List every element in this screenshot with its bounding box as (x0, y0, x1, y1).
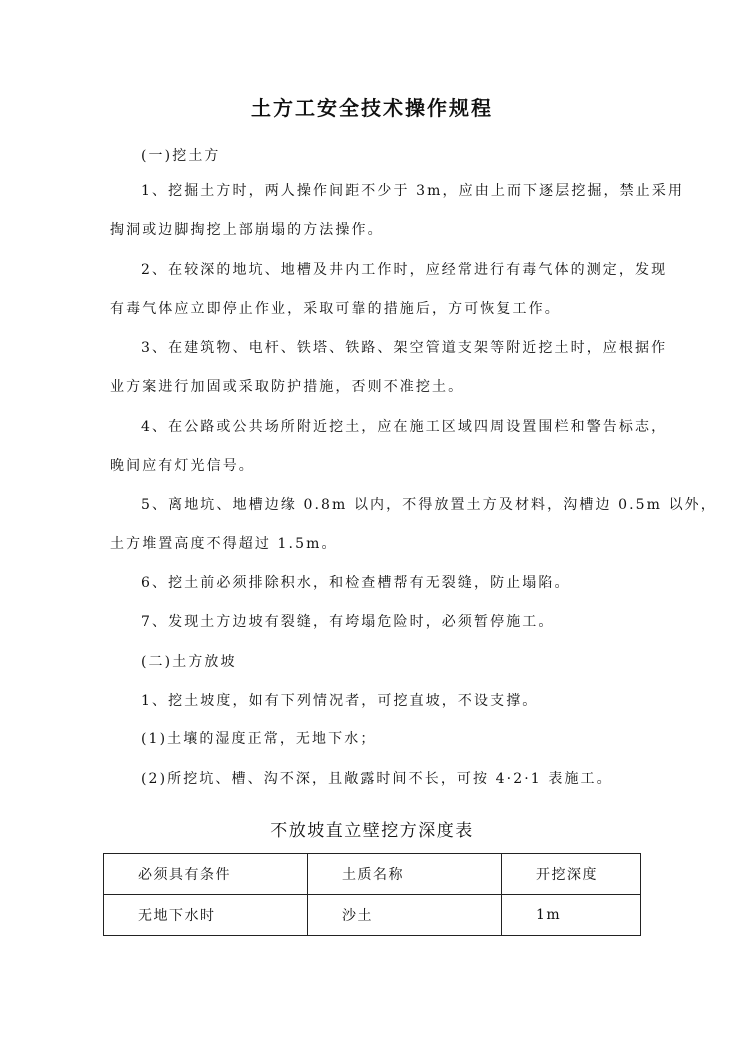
section-heading-2: (二)土方放坡 (141, 654, 237, 670)
paragraph-line: 土方堆置高度不得超过 1.5m。 (110, 536, 338, 552)
table-header-cell: 开挖深度 (502, 854, 641, 895)
table-cell: 沙土 (308, 895, 502, 936)
paragraph-line: 7、发现土方边坡有裂缝，有垮塌危险时，必须暂停施工。 (141, 614, 555, 630)
paragraph-line: 晚间应有灯光信号。 (110, 458, 255, 474)
paragraph-line: (1)土壤的湿度正常，无地下水； (141, 731, 377, 747)
table-row (104, 895, 641, 936)
paragraph-line: 4、在公路或公共场所附近挖土，应在施工区域四周设置围栏和警告标志， (141, 419, 668, 435)
table-header-cell: 必须具有条件 (104, 854, 308, 895)
excavation-depth-table (103, 853, 641, 936)
paragraph-line: 3、在建筑物、电杆、铁塔、铁路、架空管道支架等附近挖土时，应根据作 (141, 340, 668, 356)
paragraph-line: 5、离地坑、地槽边缘 0.8m 以内，不得放置土方及材料，沟槽边 0.5m 以外， (141, 497, 717, 513)
paragraph-line: 掏洞或边脚掏挖上部崩塌的方法操作。 (110, 222, 384, 238)
table-header-cell: 土质名称 (308, 854, 502, 895)
paragraph-line: 1、挖掘土方时，两人操作间距不少于 3m，应由上而下逐层挖掘，禁止采用 (141, 183, 685, 199)
table-header-row (104, 854, 641, 895)
table-title: 不放坡直立壁挖方深度表 (270, 821, 474, 841)
paragraph-line: 业方案进行加固或采取防护措施，否则不准挖土。 (110, 379, 465, 395)
paragraph-line: 6、挖土前必须排除积水，和检查槽帮有无裂缝，防止塌陷。 (141, 575, 571, 591)
paragraph-line: (2)所挖坑、槽、沟不深，且敞露时间不长，可按 4·2·1 表施工。 (141, 771, 613, 787)
paragraph-line: 2、在较深的地坑、地槽及井内工作时，应经常进行有毒气体的测定，发现 (141, 262, 668, 278)
page-title: 土方工安全技术操作规程 (251, 96, 493, 120)
table-cell: 无地下水时 (104, 895, 308, 936)
section-heading-1: (一)挖土方 (141, 148, 221, 164)
table-cell: 1m (502, 895, 641, 936)
paragraph-line: 1、挖土坡度，如有下列情况者，可挖直坡，不设支撑。 (141, 693, 539, 709)
paragraph-line: 有毒气体应立即停止作业，采取可靠的措施后，方可恢复工作。 (110, 301, 561, 317)
